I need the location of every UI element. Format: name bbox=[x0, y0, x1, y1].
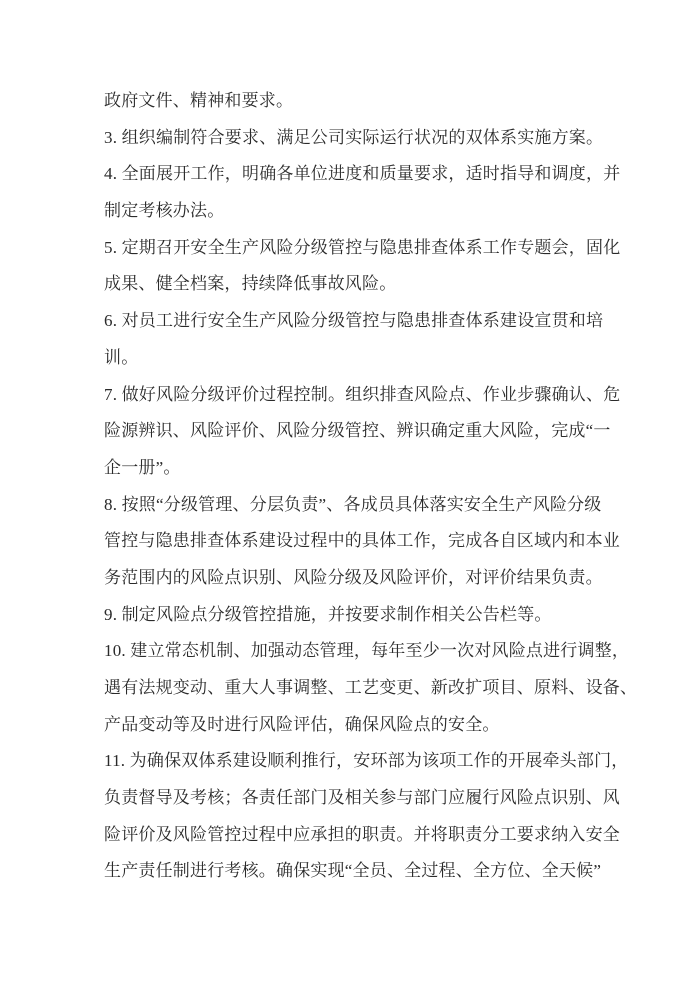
text-line: 产品变动等及时进行风险评估，确保风险点的安全。 bbox=[104, 714, 500, 734]
text-line: 遇有法规变动、重大人事调整、工艺变更、新改扩项目、原料、设备、 bbox=[104, 678, 638, 697]
text-line: 11. 为确保双体系建设顺利推行，安环部为该项工作的开展牵头部门， bbox=[104, 751, 629, 771]
text-line: 负责督导及考核；各责任部门及相关参与部门应履行风险点识别、风 bbox=[104, 788, 620, 808]
text-line: 政府文件、精神和要求。 bbox=[104, 91, 294, 110]
text-line: 制定考核办法。 bbox=[104, 201, 225, 221]
text-line: 5. 定期召开安全生产风险分级管控与隐患排查体系工作专题会，固化 bbox=[104, 237, 621, 257]
text-line: 10. 建立常态机制、加强动态管理，每年至少一次对风险点进行调整， bbox=[104, 641, 630, 661]
text-line: 3. 组织编制符合要求、满足公司实际运行状况的双体系实施方案。 bbox=[104, 127, 604, 147]
text-line: 训。 bbox=[104, 347, 139, 367]
text-line: 7. 做好风险分级评价过程控制。组织排查风险点、作业步骤确认、危 bbox=[104, 384, 621, 404]
text-line: 6. 对员工进行安全生产风险分级管控与隐患排查体系建设宣贯和培 bbox=[104, 311, 604, 331]
text-line: 险评价及风险管控过程中应承担的职责。并将职责分工要求纳入安全 bbox=[104, 824, 620, 844]
text-line: 险源辨识、风险评价、风险分级管控、辨识确定重大风险，完成“一 bbox=[104, 421, 611, 441]
document-body-text bbox=[104, 83, 638, 890]
text-line: 8. 按照“分级管理、分层负责”、各成员具体落实安全生产风险分级 bbox=[104, 494, 602, 514]
text-line: 成果、健全档案，持续降低事故风险。 bbox=[104, 274, 397, 294]
text-line: 务范围内的风险点识别、风险分级及风险评价，对评价结果负责。 bbox=[104, 567, 603, 587]
text-line: 管控与隐患排查体系建设过程中的具体工作，完成各自区域内和本业 bbox=[104, 531, 620, 551]
text-line: 企一册”。 bbox=[104, 457, 181, 477]
text-line: 生产责任制进行考核。确保实现“全员、全过程、全方位、全天候” bbox=[104, 861, 602, 881]
text-line: 4. 全面展开工作，明确各单位进度和质量要求，适时指导和调度，并 bbox=[104, 164, 621, 184]
text-line: 9. 制定风险点分级管控措施，并按要求制作相关公告栏等。 bbox=[104, 604, 552, 624]
